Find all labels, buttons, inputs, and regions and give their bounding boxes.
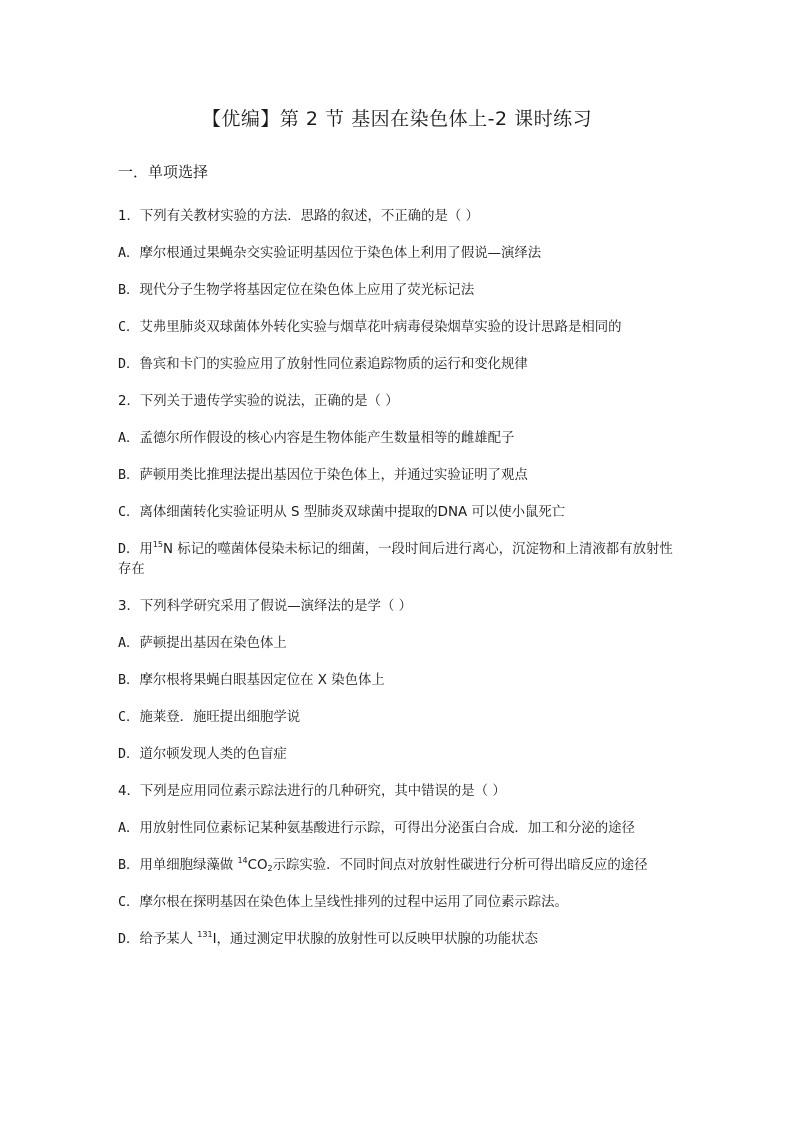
- option-label: C．: [118, 320, 140, 335]
- formula-subscript: 2: [267, 864, 273, 873]
- option-label: B．: [118, 858, 140, 873]
- question-list: [118, 207, 683, 967]
- answer-option: [118, 745, 683, 765]
- option-label: D．: [118, 357, 140, 372]
- option-label: A．: [118, 821, 140, 836]
- option-prefix: 用: [139, 542, 153, 557]
- option-text: 摩尔根将果蝇白眼基因定位在 X 染色体上: [139, 673, 385, 688]
- question-stem: 1．下列有关教材实验的方法．思路的叙述，不正确的是（ ）: [118, 209, 479, 224]
- isotope-mass-number: 131: [197, 930, 213, 939]
- question-stem: 2．下列关于遗传学实验的说法，正确的是（ ）: [118, 394, 399, 409]
- answer-option: [118, 281, 683, 301]
- option-text: 萨顿提出基因在染色体上: [139, 636, 287, 651]
- option-prefix: 用单细胞绿藻做: [139, 858, 238, 873]
- answer-option: [118, 466, 683, 486]
- answer-option: [118, 671, 683, 691]
- option-label: C．: [118, 895, 140, 910]
- answer-option: [118, 708, 683, 728]
- option-text: 道尔顿发现人类的色盲症: [139, 747, 287, 762]
- isotope-mass-number: 15: [152, 540, 164, 549]
- option-label: B．: [118, 283, 140, 298]
- page-title: 【优编】第 2 节 基因在染色体上-2 课时练习: [201, 108, 593, 130]
- option-text: 现代分子生物学将基因定位在染色体上应用了荧光标记法: [139, 283, 475, 298]
- question-stem: 3．下列科学研究采用了假说—演绎法的是学（ ）: [118, 599, 412, 614]
- option-label: D．: [118, 932, 140, 947]
- option-text: I，通过测定甲状腺的放射性可以反映甲状腺的功能状态: [212, 932, 538, 947]
- option-text: 示踪实验．不同时间点对放射性碳进行分析可得出暗反应的途径: [272, 858, 648, 873]
- option-label: A．: [118, 636, 140, 651]
- answer-option: [118, 244, 683, 264]
- question-stem: 4．下列是应用同位素示踪法进行的几种研究，其中错误的是（ ）: [118, 784, 506, 799]
- option-label: C．: [118, 505, 140, 520]
- option-text: 孟德尔所作假设的核心内容是生物体能产生数量相等的雌雄配子: [139, 431, 515, 446]
- answer-option: [118, 540, 683, 580]
- isotope-mass-number: 14: [237, 856, 248, 865]
- option-label: D．: [118, 542, 140, 557]
- answer-option: [118, 429, 683, 449]
- option-text: 萨顿用类比推理法提出基因位于染色体上，并通过实验证明了观点: [139, 468, 528, 483]
- answer-option: [118, 819, 683, 839]
- option-text: 用放射性同位素标记某种氨基酸进行示踪，可得出分泌蛋白合成．加工和分泌的途径: [139, 821, 635, 836]
- answer-option: [118, 893, 683, 913]
- option-label: A．: [118, 246, 140, 261]
- option-label: B．: [118, 673, 140, 688]
- option-label: D．: [118, 747, 140, 762]
- option-text: 施莱登．施旺提出细胞学说: [139, 710, 301, 725]
- option-label: C．: [118, 710, 140, 725]
- answer-option: [118, 503, 683, 523]
- answer-option: [118, 318, 683, 338]
- option-text: 艾弗里肺炎双球菌体外转化实验与烟草花叶病毒侵染烟草实验的设计思路是相同的: [139, 320, 622, 335]
- section-heading: 一．单项选择: [118, 163, 209, 181]
- option-prefix: 给予某人: [139, 932, 198, 947]
- chemical-formula: CO: [247, 858, 268, 873]
- option-label: A．: [118, 431, 140, 446]
- answer-option: [118, 856, 683, 876]
- option-text: 鲁宾和卡门的实验应用了放射性同位素追踪物质的运行和变化规律: [139, 357, 528, 372]
- answer-option: [118, 355, 683, 375]
- option-text: 摩尔根通过果蝇杂交实验证明基因位于染色体上利用了假说—演绎法: [139, 246, 542, 261]
- option-text: N 标记的噬菌体侵染未标记的细菌，一段时间后进行离心，沉淀物和上清液都有放射性存在: [118, 542, 673, 577]
- option-label: B．: [118, 468, 140, 483]
- answer-option: [118, 930, 683, 950]
- option-text: 摩尔根在探明基因在染色体上呈线性排列的过程中运用了同位素示踪法。: [139, 895, 568, 910]
- option-text: 离体细菌转化实验证明从 S 型肺炎双球菌中提取的DNA 可以使小鼠死亡: [139, 505, 566, 520]
- answer-option: [118, 634, 683, 654]
